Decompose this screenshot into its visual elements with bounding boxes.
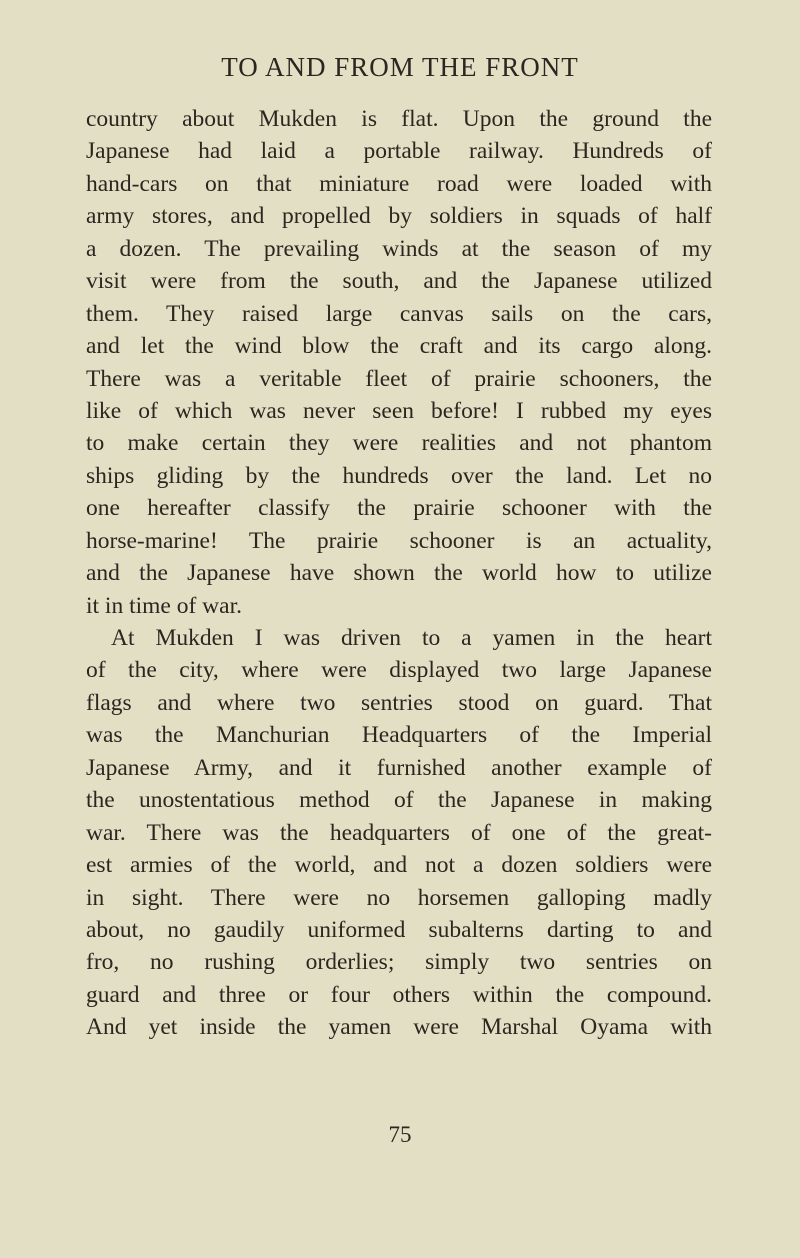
text-line: country about Mukden is flat. Upon the ground the: [86, 106, 712, 132]
paragraph-start-line: At Mukden I was driven to a yamen in the heart: [111, 625, 712, 651]
text-line: Japanese Army, and it furnished another example of: [86, 754, 712, 781]
text-line: hand-cars on that miniature road were loaded with: [86, 170, 712, 197]
text-line: one hereafter classify the prairie schooner with the: [86, 495, 712, 522]
text-line: ships gliding by the hundreds over the land. Let no: [86, 462, 712, 489]
text-line: in sight. There were no horsemen galloping madly: [86, 884, 712, 911]
page-number: 75: [388, 1122, 412, 1147]
text-line: them. They raised large canvas sails on the cars,: [86, 300, 712, 327]
text-line: to make certain they were realities and not phantom: [86, 430, 712, 457]
text-line: about, no gaudily uniformed subalterns darting to and: [86, 916, 712, 943]
text-line: horse-marine! The prairie schooner is an actuality,: [86, 527, 712, 554]
paragraph-end-line: it in time of war.: [86, 592, 242, 619]
text-line: There was a veritable fleet of prairie schooners, the: [86, 365, 712, 392]
text-line: Japanese had laid a portable railway. Hundreds of: [86, 138, 712, 165]
text-line: the unostentatious method of the Japanese in making: [86, 787, 712, 814]
running-head: TO AND FROM THE FRONT: [221, 52, 579, 82]
text-line: was the Manchurian Headquarters of the Imperial: [86, 722, 712, 749]
text-line: and the Japanese have shown the world how to utilize: [86, 560, 712, 587]
text-line: war. There was the headquarters of one of the great-: [86, 819, 712, 846]
body-text: [86, 103, 712, 1044]
text-line: est armies of the world, and not a dozen soldiers were: [86, 852, 712, 879]
text-line: visit were from the south, and the Japanese utilized: [86, 268, 712, 295]
text-line: like of which was never seen before! I rubbed my eyes: [86, 397, 712, 424]
text-line: fro, no rushing orderlies; simply two sentries on: [86, 949, 712, 976]
text-line: and let the wind blow the craft and its cargo along.: [86, 333, 712, 360]
text-line: army stores, and propelled by soldiers in squads of half: [86, 203, 712, 230]
text-line: And yet inside the yamen were Marshal Oyama with: [86, 1014, 712, 1041]
text-line: a dozen. The prevailing winds at the season of my: [86, 235, 712, 262]
text-line: of the city, where were displayed two large Japanese: [86, 657, 712, 684]
text-line: flags and where two sentries stood on guard. That: [86, 689, 712, 716]
text-line: guard and three or four others within the compound.: [86, 981, 712, 1008]
